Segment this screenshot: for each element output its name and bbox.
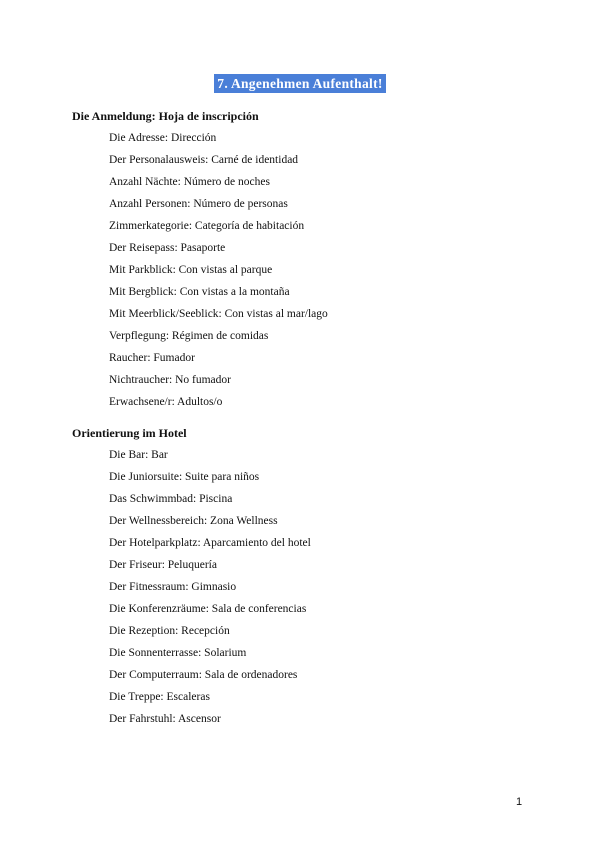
vocabulary-entry: Mit Bergblick: Con vistas a la montaña: [109, 286, 290, 298]
vocabulary-entry: Die Konferenzräume: Sala de conferencias: [109, 603, 307, 615]
vocabulary-entry: Der Computerraum: Sala de ordenadores: [109, 669, 298, 681]
page-title: 7. Angenehmen Aufenthalt!: [214, 74, 385, 93]
section-heading-hotel-orientation: Orientierung im Hotel: [72, 426, 187, 440]
vocabulary-entry: Der Wellnessbereich: Zona Wellness: [109, 515, 278, 527]
vocabulary-entry: Zimmerkategorie: Categoría de habitación: [109, 220, 305, 232]
vocabulary-entry: Der Reisepass: Pasaporte: [109, 242, 226, 254]
vocabulary-entry: Der Hotelparkplatz: Aparcamiento del hotel: [109, 537, 311, 549]
vocabulary-entry: Mit Parkblick: Con vistas al parque: [109, 264, 273, 276]
vocabulary-entry: Das Schwimmbad: Piscina: [109, 493, 233, 505]
vocabulary-entry: Die Adresse: Dirección: [109, 132, 217, 144]
vocabulary-entry: Die Bar: Bar: [109, 449, 168, 461]
vocabulary-entry: Der Fahrstuhl: Ascensor: [109, 713, 221, 725]
section-hotel-orientation: [72, 426, 572, 734]
vocabulary-entry: Der Fitnessraum: Gimnasio: [109, 581, 237, 593]
vocabulary-entry: Anzahl Nächte: Número de noches: [109, 176, 270, 188]
title-container: [0, 73, 600, 93]
vocabulary-entry: Anzahl Personen: Número de personas: [109, 198, 288, 210]
vocabulary-entry: Die Sonnenterrasse: Solarium: [109, 647, 247, 659]
vocabulary-entry: Die Rezeption: Recepción: [109, 625, 230, 637]
vocabulary-entry: Die Juniorsuite: Suite para niños: [109, 471, 260, 483]
section-heading-registration: Die Anmeldung: Hoja de inscripción: [72, 109, 259, 123]
page-number: 1: [516, 796, 523, 808]
vocabulary-list-hotel-orientation: [72, 448, 572, 734]
vocabulary-entry: Erwachsene/r: Adultos/o: [109, 396, 223, 408]
vocabulary-entry: Mit Meerblick/Seeblick: Con vistas al mar/lago: [109, 308, 328, 320]
vocabulary-entry: Der Friseur: Peluquería: [109, 559, 217, 571]
vocabulary-entry: Verpflegung: Régimen de comidas: [109, 330, 269, 342]
vocabulary-entry: Nichtraucher: No fumador: [109, 374, 231, 386]
vocabulary-entry: Die Treppe: Escaleras: [109, 691, 210, 703]
vocabulary-entry: Der Personalausweis: Carné de identidad: [109, 154, 299, 166]
vocabulary-list-registration: [72, 131, 572, 417]
vocabulary-entry: Raucher: Fumador: [109, 352, 195, 364]
section-registration: [72, 109, 572, 417]
